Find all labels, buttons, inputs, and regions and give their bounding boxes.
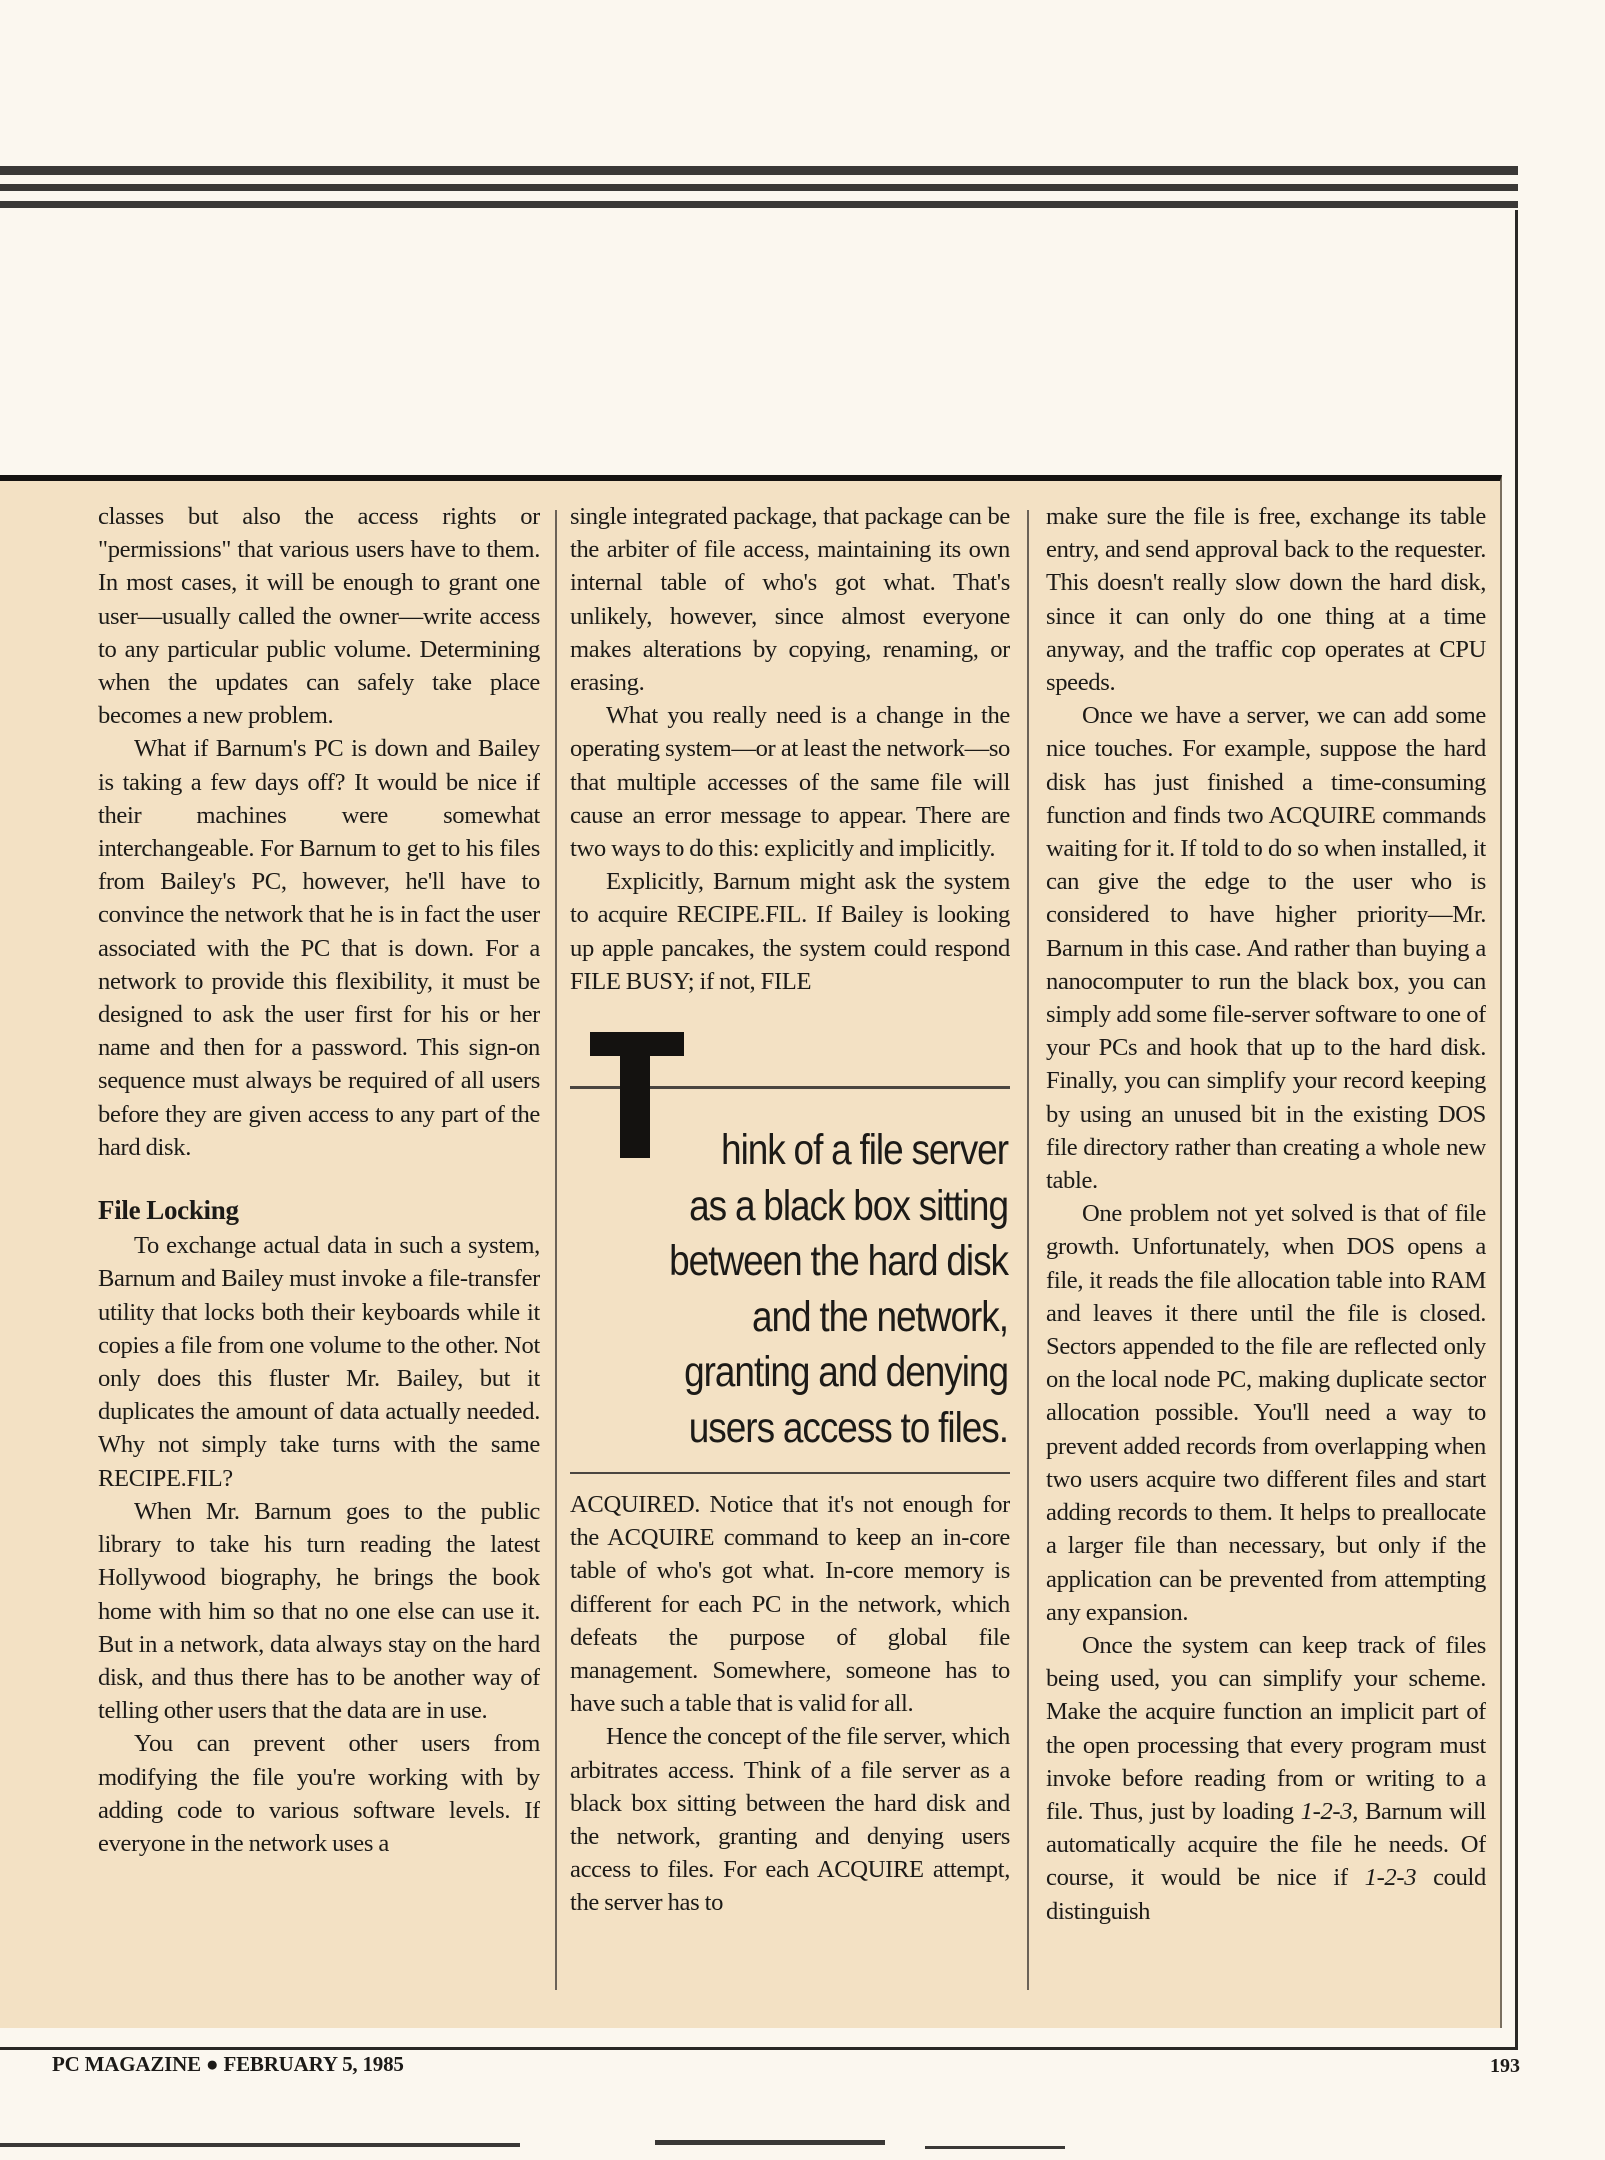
- pull-quote-line: hink of a file server: [721, 1126, 1008, 1175]
- magazine-footer: PC MAGAZINE ● FEBRUARY 5, 1985: [52, 2052, 404, 2076]
- text-run: Once the system can keep track of files being used, you can simplify your scheme. Make the acquire function an implicit part of the open processing that every program must invoke before reading from or writing to a file. Thus, just by loading: [1046, 1631, 1486, 1825]
- text-run: could distinguish: [1046, 1864, 1486, 1925]
- bottom-rule-left: [0, 2143, 520, 2147]
- paragraph: To exchange actual data in such a system, Barnum and Bailey must invoke a file-transfer utility that locks both their keyboards while it copies a file from one volume to the other. Not only does this fluster Mr. Bailey, but it duplicates the amount of data actually needed. Why not simply take turns with the same RECIPE.FIL?: [98, 1232, 540, 1492]
- subheading-file-locking: File Locking: [98, 1195, 239, 1226]
- bottom-rule-right: [925, 2146, 1065, 2149]
- pull-quote-line: between the hard disk: [669, 1237, 1008, 1286]
- bottom-rule-mid: [655, 2140, 885, 2145]
- pull-quote-line: granting and denying: [684, 1348, 1008, 1397]
- pull-quote-line: and the network,: [751, 1292, 1008, 1341]
- paragraph: make sure the file is free, exchange its table entry, and send approval back to the requester. This doesn't really slow down the hard disk, since it can only do one thing at a time anyway, and the traffic cop operates at CPU speeds.: [1046, 503, 1486, 697]
- paragraph: When Mr. Barnum goes to the public library to take his turn reading the latest Hollywood biography, he brings the book home with him so that no one else can use it. But in a network, data always stay on the hard disk, and thus there has to be another way of telling other users that the data are in use.: [98, 1497, 540, 1725]
- pull-quote: [570, 1030, 1010, 1488]
- paragraph: Once we have a server, we can add some nice touches. For example, suppose the hard disk has just finished a time-consuming function and finds two ACQUIRE commands waiting for it. If told to do so when installed, it can give the edge to the user who is considered to have higher priority—Mr. Barnum in this case. And rather than buying a nanocomputer to run the black box, you can simply add some file-server software to one of your PCs and hook that up to the hard disk. Finally, you can simplify your record keeping by using an unused bit in the existing DOS file directory rather than creating a whole new table.: [1046, 702, 1486, 1195]
- page-number: 193: [1490, 2055, 1520, 2077]
- paragraph: Explicitly, Barnum might ask the system to acquire RECIPE.FIL. If Bailey is looking up apple pancakes, the system could respond FILE BUSY; if not, FILE: [570, 868, 1010, 995]
- italic-title: 1-2-3: [1300, 1797, 1353, 1825]
- pull-quote-line: users access to files.: [688, 1403, 1008, 1452]
- paragraph: classes but also the access rights or "permissions" that various users have to them. In most cases, it will be enough to grant one user—usually called the owner—write access to any particular public volume. Determining when the updates can safely take place becomes a new problem.: [98, 503, 540, 730]
- text-run: , Barnum will automatically acquire the file he needs. Of course, it would be nice if: [1046, 1797, 1486, 1892]
- paragraph: What if Barnum's PC is down and Bailey is taking a few days off? It would be nice if their machines were somewhat interchangeable. For Barnum to get to his files from Bailey's PC, however, he'll have to convince the network that he is in fact the user associated with the PC that is down. For a network to provide this flexibility, it must be designed to ask the user first for his or her name and then for a password. This sign-on sequence must always be required of all users before they are given access to any part of the hard disk.: [98, 735, 540, 1161]
- paragraph: Hence the concept of the file server, which arbitrates access. Think of a file server as a black box sitting between the hard disk and the network, granting and denying users access to files. For each ACQUIRE attempt, the server has to: [570, 1723, 1010, 1917]
- top-rule-1: [0, 166, 1518, 175]
- pull-quote-text: [638, 1123, 1008, 1456]
- italic-title: 1-2-3: [1364, 1864, 1417, 1892]
- paragraph: What you really need is a change in the operating system—or at least the network—so that multiple accesses of the same file will cause an error message to appear. There are two ways to do this: explicitly and implicitly.: [570, 702, 1010, 863]
- pull-quote-bottom-rule: [570, 1472, 1010, 1474]
- column-divider-2: [1027, 510, 1029, 1990]
- top-rule-3: [0, 201, 1518, 208]
- column-divider-1: [555, 510, 557, 1990]
- paragraph: single integrated package, that package can be the arbiter of file access, maintaining its own internal table of who's got what. That's unlikely, however, since almost everyone makes alterations by copying, renaming, or erasing.: [570, 503, 1010, 697]
- paragraph: One problem not yet solved is that of file growth. Unfortunately, when DOS opens a file, it reads the file allocation table into RAM and leaves it there until the file is closed. Sectors appended to the file are reflected only on the local node PC, making duplicate sector allocation possible. You'll need a way to prevent added records from overlapping when two users acquire two different files and start adding records to them. It helps to preallocate a larger file than necessary, but only if the application can be prevented from attempting any expansion.: [1046, 1200, 1486, 1626]
- paragraph: [1046, 1629, 1486, 1928]
- paragraph: ACQUIRED. Notice that it's not enough for the ACQUIRE command to keep an in-core table of who's got what. In-core memory is different for each PC in the network, which defeats the purpose of global file management. Somewhere, someone has to have such a table that is valid for all.: [570, 1491, 1010, 1718]
- article-column-1: [98, 500, 540, 2000]
- article-column-2: [570, 500, 1010, 2000]
- pull-quote-line: as a black box sitting: [689, 1181, 1008, 1230]
- paragraph: You can prevent other users from modifying the file you're working with by adding code to various software levels. If everyone in the network uses a: [98, 1730, 540, 1857]
- top-rule-2: [0, 184, 1518, 191]
- article-column-3: [1046, 500, 1486, 2000]
